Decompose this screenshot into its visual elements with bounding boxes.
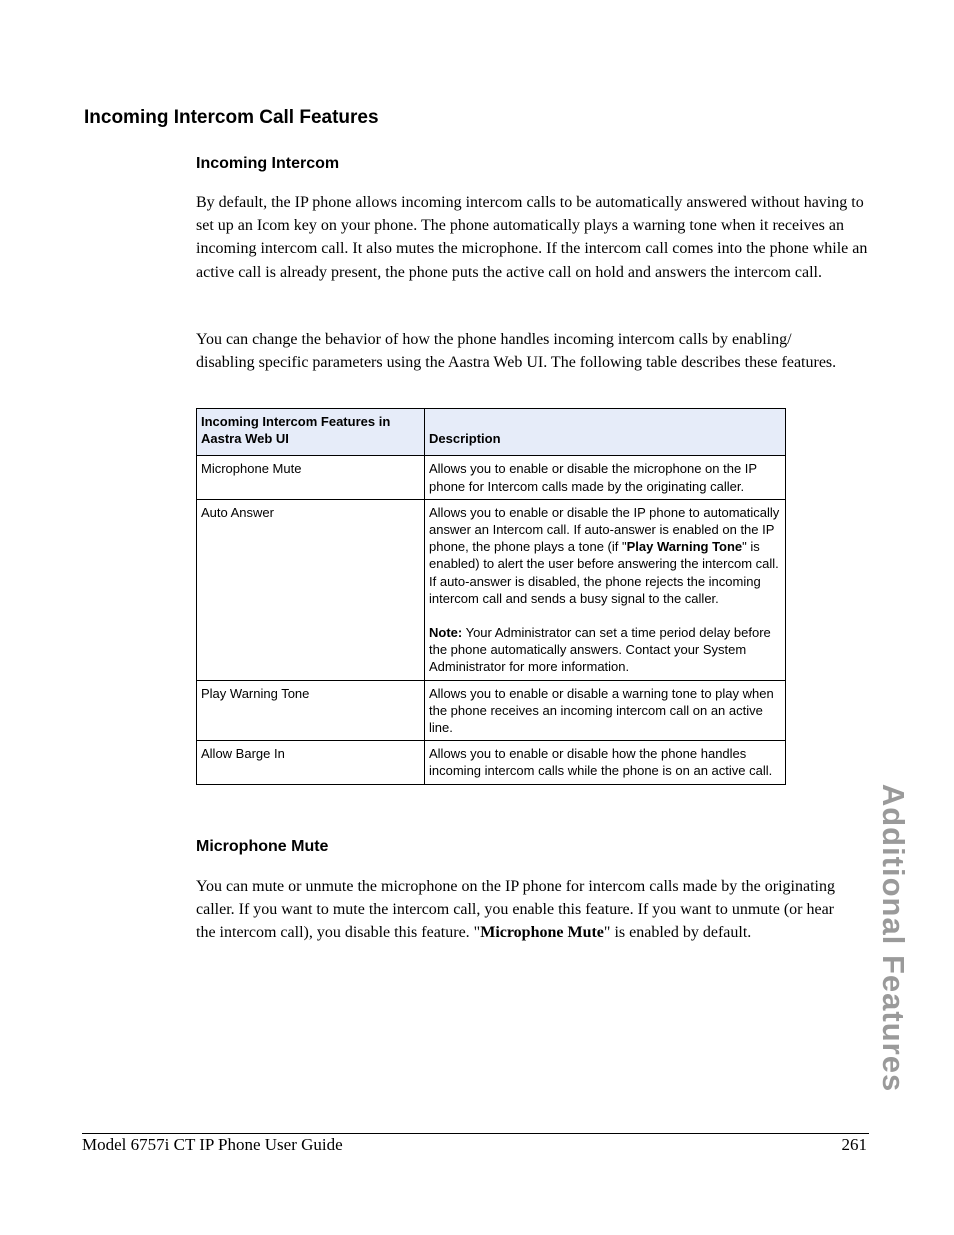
table-row xyxy=(197,456,786,499)
note xyxy=(429,624,781,676)
description-cell: Allows you to enable or disable the microphone on the IP phone for Intercom calls made by the originating caller. xyxy=(425,456,786,499)
note-label: Note: xyxy=(429,625,463,641)
feature-cell: Play Warning Tone xyxy=(197,680,425,741)
paragraph-change-behavior: You can change the behavior of how the phone handles incoming intercom calls by enabling/ disabling specific parameters using the Aastra Web UI. The following table describes these features. xyxy=(196,331,837,372)
features-table xyxy=(196,408,786,785)
description-cell xyxy=(425,499,786,680)
side-tab-label: Additional Features xyxy=(876,783,911,1093)
paragraph-bold: Microphone Mute xyxy=(480,924,604,942)
subsection-title-microphone-mute: Microphone Mute xyxy=(196,838,329,855)
column-header-description: Description xyxy=(425,409,786,456)
feature-cell: Allow Barge In xyxy=(197,741,425,784)
paragraph-microphone-mute xyxy=(196,875,856,945)
description-cell: Allows you to enable or disable how the phone handles incoming intercom calls while the phone is on an active call. xyxy=(425,741,786,784)
feature-cell: Microphone Mute xyxy=(197,456,425,499)
description-bold: Play Warning Tone xyxy=(626,539,743,555)
footer-divider xyxy=(82,1133,869,1134)
table-row xyxy=(197,680,786,741)
feature-cell: Auto Answer xyxy=(197,499,425,680)
description-cell: Allows you to enable or disable a warning tone to play when the phone receives an incoming intercom call on an active line. xyxy=(425,680,786,741)
note-text: Your Administrator can set a time period delay before the phone automatically answers. Contact your System Administrator for more information. xyxy=(429,625,771,675)
subsection-title-incoming-intercom: Incoming Intercom xyxy=(196,155,340,172)
page-number: 261 xyxy=(841,1135,867,1154)
description-text: " is enabled) to alert the user before answering the intercom call. If auto-answer is disabled, the phone rejects the incoming intercom call and sends a busy signal to the caller. xyxy=(429,539,779,606)
table-header-row xyxy=(197,409,786,456)
description-text: Allows you to enable or disable the IP phone to automatically answer an Intercom call. If auto-answer is enabled on the IP phone, the phone plays a tone (if " xyxy=(429,504,780,555)
column-header-feature: Incoming Intercom Features in Aastra Web UI xyxy=(197,409,425,456)
section-title: Incoming Intercom Call Features xyxy=(84,107,379,128)
table-row xyxy=(197,499,786,680)
paragraph-text: " is enabled by default. xyxy=(603,924,752,942)
paragraph-default-behavior: By default, the IP phone allows incoming intercom calls to be automatically answered without having to set up an Icom key on your phone. The phone automatically plays a warning tone when it receives an incoming intercom call. It also mutes the microphone. If the intercom call comes into the phone while an active call is already present, the phone puts the active call on hold and answers the intercom call. xyxy=(196,194,868,281)
table-row xyxy=(197,741,786,784)
paragraph-text: You can mute or unmute the microphone on the IP phone for intercom calls made by the originating caller. If you want to mute the intercom call, you enable this feature. If you want to unmute (or hear the intercom call), you disable this feature. " xyxy=(196,878,835,942)
footer-title: Model 6757i CT IP Phone User Guide xyxy=(82,1135,343,1154)
